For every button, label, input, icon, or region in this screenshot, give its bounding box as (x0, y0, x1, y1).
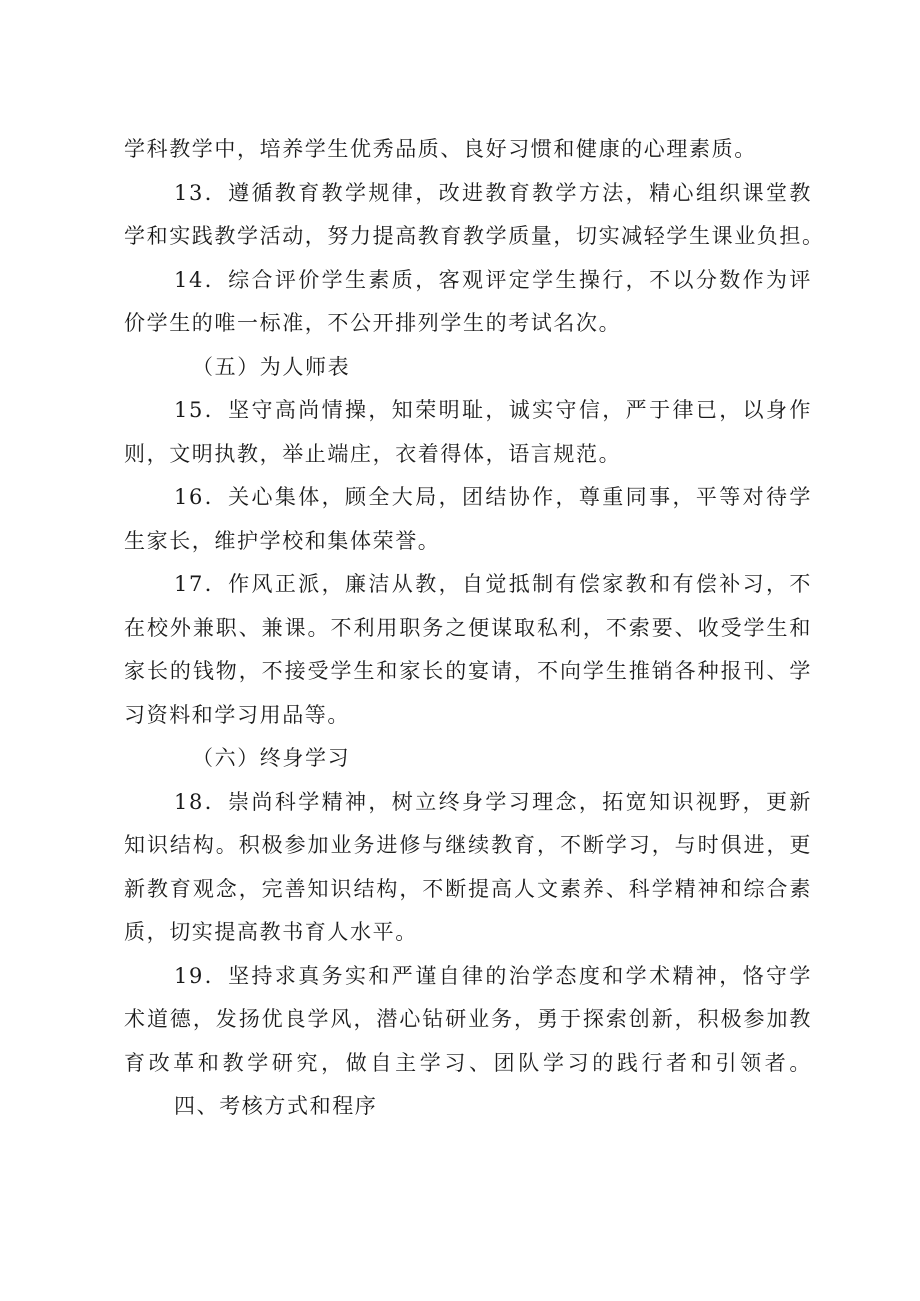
text-line: 新教育观念，完善知识结构，不断提高人文素养、科学精神和综合素 (124, 876, 812, 901)
paragraph-14-start: 14．综合评价学生素质，客观评定学生操行，不以分数作为评 (174, 267, 812, 292)
paragraph-17-start: 17．作风正派，廉洁从教，自觉抵制有偿家教和有偿补习，不 (174, 572, 812, 596)
text-line: 家长的钱物，不接受学生和家长的宴请，不向学生推销各种报刊、学 (124, 659, 812, 683)
text-line: 学科教学中，培养学生优秀品质、良好习惯和健康的心理素质。 (124, 137, 757, 161)
text-line: 学和实践教学活动，努力提高教育教学质量，切实减轻学生课业负担。 (124, 224, 825, 248)
subheading-wei-ren-shi-biao: （五）为人师表 (192, 354, 351, 379)
text-line: 在校外兼职、兼课。不利用职务之便谋取私利，不索要、收受学生和 (124, 615, 812, 640)
text-line: 习资料和学习用品等。 (124, 702, 350, 727)
paragraph-15-start: 15．坚守高尚情操，知荣明耻，诚实守信，严于律已，以身作 (174, 398, 812, 422)
text-line: 术道德，发扬优良学风，潜心钻研业务，勇于探索创新，积极参加教 (124, 1007, 812, 1031)
paragraph-16-start: 16．关心集体，顾全大局，团结协作，尊重同事，平等对待学 (174, 485, 812, 509)
paragraph-18-start: 18．崇尚科学精神，树立终身学习理念，拓宽知识视野，更新 (174, 789, 812, 814)
section-heading-kao-he-fang-shi: 四、考核方式和程序 (174, 1094, 378, 1118)
text-line: 价学生的唯一标准，不公开排列学生的考试名次。 (124, 311, 622, 335)
document-body (124, 128, 825, 1129)
text-line: 生家长，维护学校和集体荣誉。 (124, 528, 441, 553)
paragraph-19-start: 19．坚持求真务实和严谨自律的治学态度和学术精神，恪守学 (174, 963, 812, 988)
subheading-zhong-shen-xue-xi: （六）终身学习 (192, 746, 351, 770)
text-line: 则，文明执教，举止端庄，衣着得体，语言规范。 (124, 441, 622, 466)
text-line: 质，切实提高教书育人水平。 (124, 920, 418, 944)
paragraph-13-start: 13．遵循教育教学规律，改进教育教学方法，精心组织课堂教 (174, 180, 812, 205)
text-line: 知识结构。积极参加业务进修与继续教育，不断学习，与时俱进，更 (124, 833, 812, 857)
text-line: 育改革和教学研究，做自主学习、团队学习的践行者和引领者。 (124, 1050, 812, 1075)
